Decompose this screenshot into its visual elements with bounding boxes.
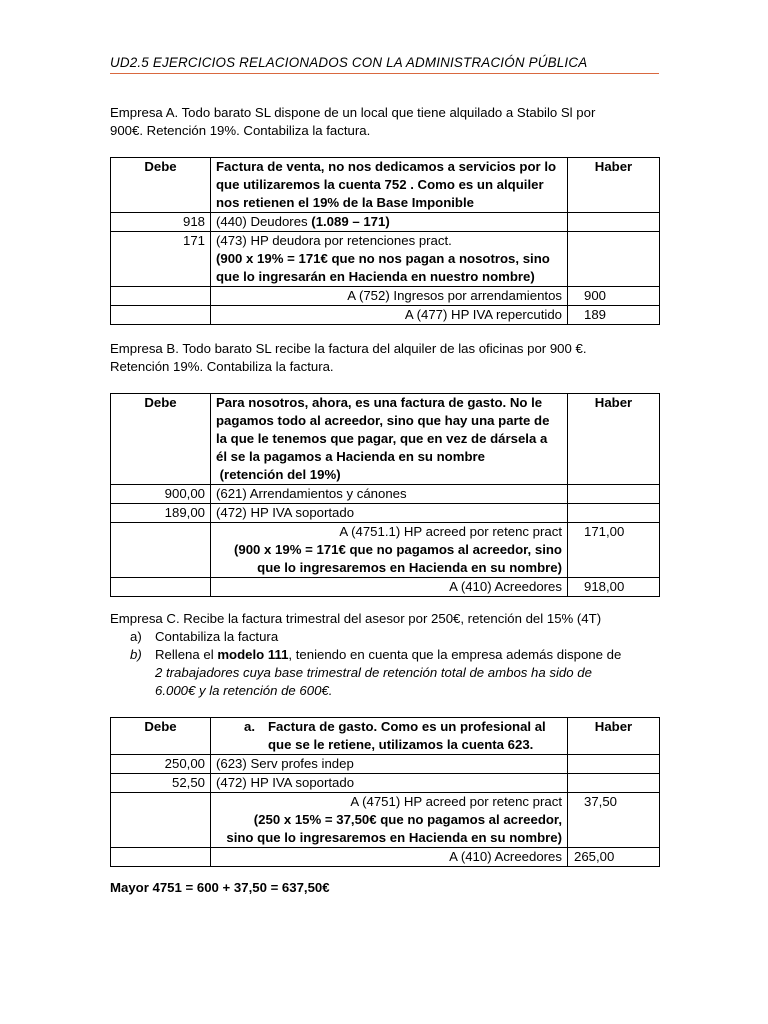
table-row bbox=[111, 848, 660, 867]
list-item bbox=[130, 628, 670, 646]
text-line-italic: 6.000€ y la retención de 600€. bbox=[155, 683, 333, 698]
text-line-italic: 2 trabajadores cuya base trimestral de retención total de ambos ha sido de bbox=[155, 665, 592, 680]
list-marker: a. bbox=[244, 719, 255, 734]
empresa-a-intro bbox=[110, 104, 670, 140]
header-divider bbox=[110, 73, 659, 74]
header-line: nos retienen el 19% de la Base Imponible bbox=[216, 195, 474, 210]
haber-amount bbox=[568, 504, 660, 523]
account-text: A (477) HP IVA repercutido bbox=[211, 306, 568, 325]
table-header-row bbox=[111, 158, 660, 213]
debe-amount: 918 bbox=[111, 213, 211, 232]
account-calc: (1.089 – 171) bbox=[311, 214, 390, 229]
account-text: A (410) Acreedores bbox=[211, 848, 568, 867]
account-text bbox=[211, 793, 568, 848]
empresa-c-journal-table bbox=[110, 717, 660, 867]
empresa-a-intro-line-2: 900€. Retención 19%. Contabiliza la factura. bbox=[110, 123, 371, 138]
account-text bbox=[211, 232, 568, 287]
haber-amount bbox=[568, 755, 660, 774]
haber-header: Haber bbox=[568, 718, 660, 755]
empresa-a-journal-table bbox=[110, 157, 660, 325]
account-name: (473) HP deudora por retenciones pract. bbox=[216, 233, 452, 248]
text-run: , teniendo en cuenta que la empresa además dispone de bbox=[288, 647, 622, 662]
haber-amount bbox=[568, 232, 660, 287]
debe-amount bbox=[111, 306, 211, 325]
table-row bbox=[111, 504, 660, 523]
account-text: (472) HP IVA soportado bbox=[211, 504, 568, 523]
page-header-title: UD2.5 EJERCICIOS RELACIONADOS CON LA ADMINISTRACIÓN PÚBLICA bbox=[110, 55, 588, 70]
debe-header: Debe bbox=[111, 158, 211, 213]
haber-header: Haber bbox=[568, 394, 660, 485]
account-note: (900 x 19% = 171€ que no nos pagan a nosotros, sino bbox=[216, 251, 550, 266]
text-run: Rellena el bbox=[155, 647, 218, 662]
table-row bbox=[111, 306, 660, 325]
debe-amount bbox=[111, 287, 211, 306]
table-row bbox=[111, 755, 660, 774]
header-line: Para nosotros, ahora, es una factura de gasto. No le bbox=[216, 395, 543, 410]
header-line: (retención del 19%) bbox=[216, 467, 341, 482]
header-line: él se la pagamos a Hacienda en su nombre bbox=[216, 449, 485, 464]
haber-amount: 189 bbox=[568, 306, 660, 325]
account-text: A (410) Acreedores bbox=[211, 578, 568, 597]
debe-amount bbox=[111, 793, 211, 848]
account-name: A (4751) HP acreed por retenc pract bbox=[350, 794, 562, 809]
table-row bbox=[111, 213, 660, 232]
header-line: que se le retiene, utilizamos la cuenta 623. bbox=[268, 737, 534, 752]
list-item bbox=[130, 646, 670, 700]
account-name: (440) Deudores bbox=[216, 214, 312, 229]
haber-amount: 900 bbox=[568, 287, 660, 306]
table-header-row bbox=[111, 394, 660, 485]
header-line: que utilizaremos la cuenta 752 . Como es un alquiler bbox=[216, 177, 544, 192]
debe-amount: 900,00 bbox=[111, 485, 211, 504]
table-row bbox=[111, 523, 660, 578]
table-row bbox=[111, 232, 660, 287]
account-note: (250 x 15% = 37,50€ que no pagamos al acreedor, bbox=[253, 812, 562, 827]
empresa-b-intro-line-1: Empresa B. Todo barato SL recibe la factura del alquiler de las oficinas por 900 €. bbox=[110, 341, 587, 356]
haber-amount bbox=[568, 485, 660, 504]
haber-amount: 265,00 bbox=[568, 848, 660, 867]
list-marker: b) bbox=[130, 647, 142, 662]
header-line: Factura de venta, no nos dedicamos a servicios por lo bbox=[216, 159, 557, 174]
debe-amount bbox=[111, 578, 211, 597]
empresa-a-intro-line-1: Empresa A. Todo barato SL dispone de un local que tiene alquilado a Stabilo Sl por bbox=[110, 105, 596, 120]
empresa-b-journal-table bbox=[110, 393, 660, 597]
account-text: (623) Serv profes indep bbox=[211, 755, 568, 774]
entry-description-header bbox=[211, 718, 568, 755]
account-note: que lo ingresaremos en Hacienda en su nombre) bbox=[257, 560, 562, 575]
text-run-bold: modelo 111 bbox=[217, 647, 289, 662]
empresa-b-intro-line-2: Retención 19%. Contabiliza la factura. bbox=[110, 359, 334, 374]
debe-amount: 52,50 bbox=[111, 774, 211, 793]
table-row bbox=[111, 578, 660, 597]
entry-description-header bbox=[211, 158, 568, 213]
table-row bbox=[111, 793, 660, 848]
list-item-text bbox=[155, 646, 621, 700]
header-line: la que le tenemos que pagar, que en vez de dársela a bbox=[216, 431, 548, 446]
debe-amount bbox=[111, 523, 211, 578]
mayor-result: Mayor 4751 = 600 + 37,50 = 637,50€ bbox=[110, 880, 330, 895]
account-note: que lo ingresarán en Hacienda en nuestro nombre) bbox=[216, 269, 535, 284]
haber-amount bbox=[568, 213, 660, 232]
account-note: (900 x 19% = 171€ que no pagamos al acreedor, sino bbox=[233, 542, 562, 557]
debe-amount: 250,00 bbox=[111, 755, 211, 774]
account-note: sino que lo ingresaremos en Hacienda en su nombre) bbox=[226, 830, 562, 845]
haber-amount: 37,50 bbox=[568, 793, 660, 848]
account-text bbox=[211, 213, 568, 232]
debe-header: Debe bbox=[111, 718, 211, 755]
list-marker: a) bbox=[130, 629, 142, 644]
haber-header: Haber bbox=[568, 158, 660, 213]
table-row bbox=[111, 287, 660, 306]
entry-description-header bbox=[211, 394, 568, 485]
account-text: A (752) Ingresos por arrendamientos bbox=[211, 287, 568, 306]
table-header-row bbox=[111, 718, 660, 755]
empresa-b-intro bbox=[110, 340, 670, 376]
header-line: pagamos todo al acreedor, sino que hay una parte de bbox=[216, 413, 550, 428]
debe-amount: 171 bbox=[111, 232, 211, 287]
table-row bbox=[111, 485, 660, 504]
account-text: (472) HP IVA soportado bbox=[211, 774, 568, 793]
header-line: Factura de gasto. Como es un profesional al bbox=[268, 719, 546, 734]
empresa-c-intro: Empresa C. Recibe la factura trimestral del asesor por 250€, retención del 15% (4T) bbox=[110, 611, 602, 626]
debe-amount bbox=[111, 848, 211, 867]
debe-amount: 189,00 bbox=[111, 504, 211, 523]
account-name: A (4751.1) HP acreed por retenc pract bbox=[339, 524, 562, 539]
table-row bbox=[111, 774, 660, 793]
debe-header: Debe bbox=[111, 394, 211, 485]
account-text: (621) Arrendamientos y cánones bbox=[211, 485, 568, 504]
haber-amount: 918,00 bbox=[568, 578, 660, 597]
list-item-text: Contabiliza la factura bbox=[155, 629, 279, 644]
haber-amount bbox=[568, 774, 660, 793]
account-text bbox=[211, 523, 568, 578]
haber-amount: 171,00 bbox=[568, 523, 660, 578]
empresa-c-task-list bbox=[130, 628, 670, 700]
